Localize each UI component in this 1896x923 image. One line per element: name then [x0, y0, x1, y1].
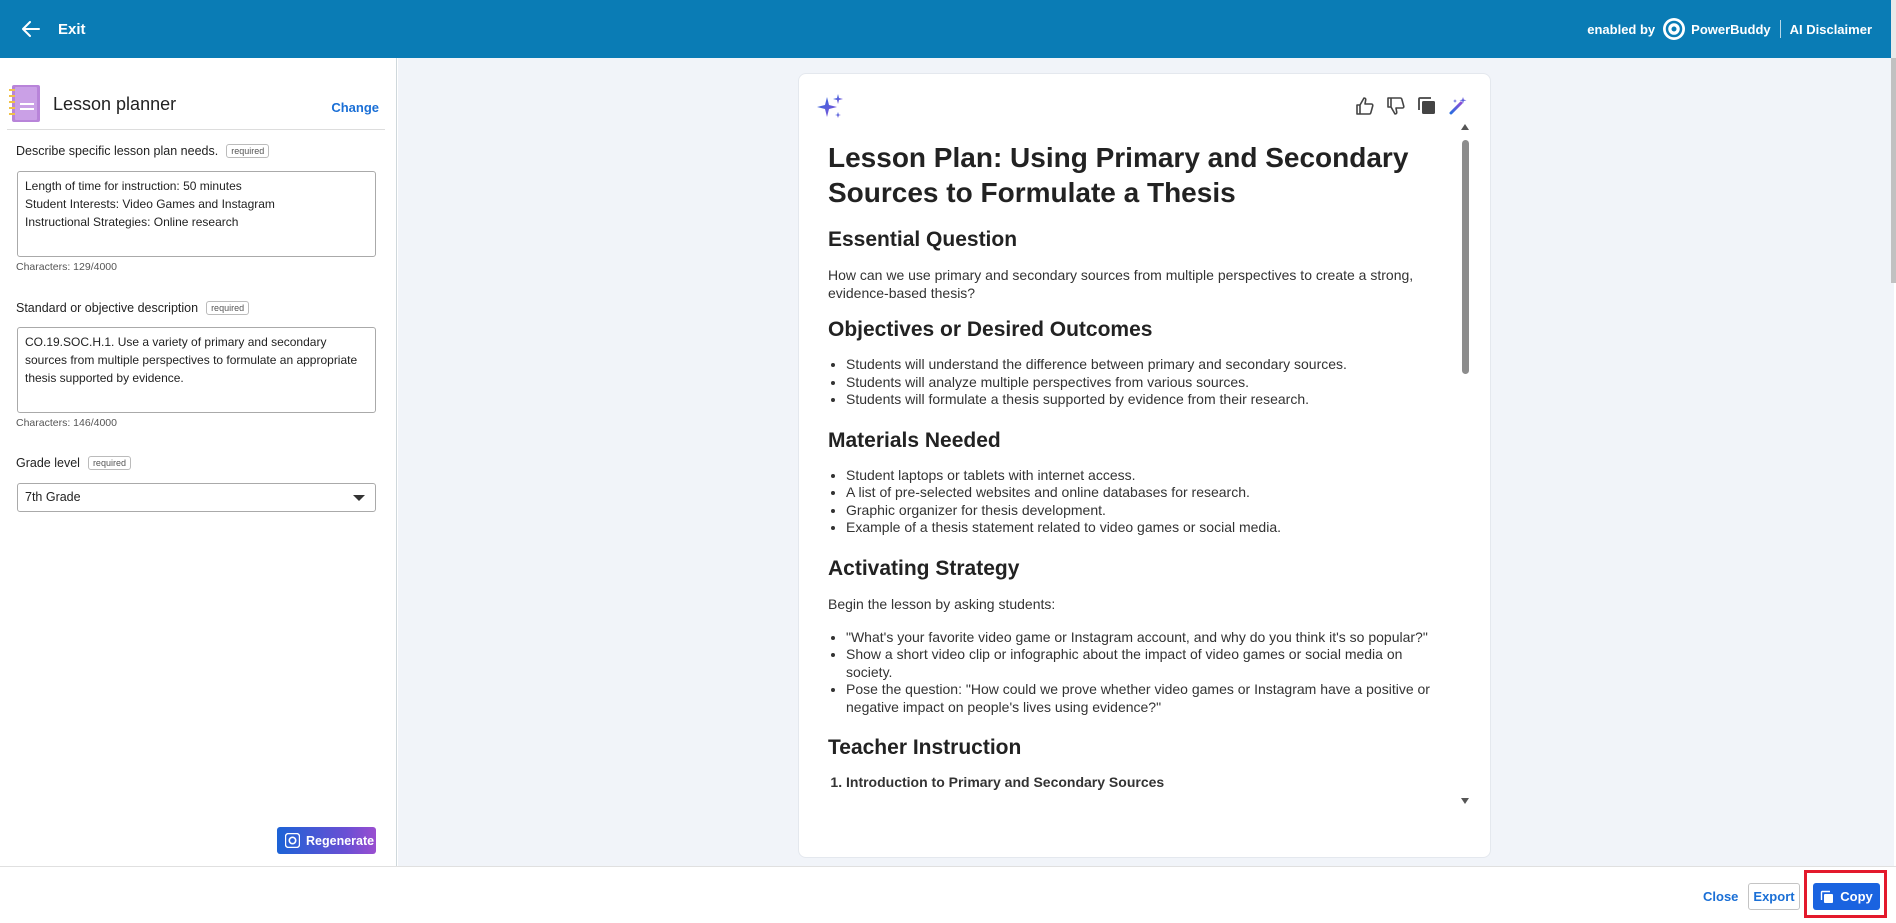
back-arrow-icon[interactable] [16, 14, 46, 44]
required-badge: required [226, 144, 269, 158]
list-item: • Students will formulate a thesis supported by evidence from their research. [846, 391, 1446, 409]
content-scrollbar[interactable] [1461, 124, 1471, 804]
activating-strategy-list [846, 629, 1446, 717]
grade-label-text: Grade level [16, 456, 80, 470]
magic-wand-icon[interactable] [1448, 96, 1468, 116]
change-tool-button[interactable]: Change [331, 100, 379, 115]
scrollbar-thumb[interactable] [1462, 140, 1469, 374]
list-item: • Example of a thesis statement related to video games or social media. [846, 519, 1446, 537]
list-item: • Student laptops or tablets with internet access. [846, 467, 1446, 485]
lesson-plan-card [798, 73, 1491, 858]
scroll-up-arrow-icon[interactable] [1461, 124, 1469, 130]
regenerate-icon [285, 833, 300, 848]
page-scrollbar-thumb[interactable] [1891, 58, 1896, 283]
close-button[interactable]: Close [1703, 889, 1739, 904]
list-item: • Show a short video clip or infographic about the impact of video games or social media on society. [846, 646, 1446, 681]
teacher-instruction-list [846, 774, 1446, 792]
ai-disclaimer-link[interactable]: AI Disclaimer [1789, 21, 1872, 37]
list-item: • Students will analyze multiple perspectives from various sources. [846, 374, 1446, 392]
needs-label [16, 144, 269, 158]
materials-heading: Materials Needed [828, 428, 1001, 452]
lesson-needs-textarea[interactable]: Length of time for instruction: 50 minutes Student Interests: Video Games and Instagram Instructional Strategies: Online research [17, 171, 376, 257]
standard-textarea[interactable]: CO.19.SOC.H.1. Use a variety of primary and secondary sources from multiple perspectives to formulate an appropriate thesis supported by evidence. [17, 327, 376, 413]
regenerate-label: Regenerate [306, 833, 375, 848]
objectives-heading: Objectives or Desired Outcomes [828, 318, 1153, 341]
list-item: • Students will understand the difference between primary and secondary sources. [846, 356, 1446, 374]
list-item: • Graphic organizer for thesis development. [846, 502, 1446, 520]
top-bar [0, 0, 1896, 58]
scrollbar-track [1891, 0, 1896, 58]
objectives-list [846, 356, 1446, 409]
ai-sparkle-icon [815, 92, 845, 122]
activating-strategy-intro: Begin the lesson by asking students: [828, 595, 1056, 612]
copy-label: Copy [1840, 889, 1873, 904]
exit-button[interactable]: Exit [58, 20, 86, 38]
copy-icon[interactable] [1417, 96, 1437, 116]
divider [7, 129, 385, 130]
tool-header [0, 58, 397, 130]
powerbuddy-brand: PowerBuddy [1691, 21, 1771, 37]
left-panel [0, 58, 397, 866]
lesson-plan-content [828, 140, 1446, 850]
grade-level-select[interactable] [17, 483, 376, 512]
copy-button-highlight [1804, 870, 1887, 918]
enabled-by-text: enabled by [1587, 21, 1656, 37]
teacher-instruction-heading: Teacher Instruction [828, 736, 1022, 759]
grade-label [16, 456, 131, 470]
materials-list [846, 467, 1446, 537]
thumbs-down-icon[interactable] [1386, 96, 1406, 116]
list-item: 1. Introduction to Primary and Secondary Sources [846, 774, 1446, 792]
standard-label [16, 301, 249, 315]
list-item: • "What's your favorite video game or Instagram account, and why do you think it's so popular?" [846, 629, 1446, 647]
divider [1780, 20, 1781, 38]
activating-strategy-heading: Activating Strategy [828, 556, 1020, 580]
grade-level-value: 7th Grade [25, 490, 81, 504]
standard-label-text: Standard or objective description [16, 301, 199, 315]
essential-question-text: How can we use primary and secondary sources from multiple perspectives to create a strong, evidence-based thesis? [828, 267, 1414, 301]
essential-question-heading: Essential Question [828, 228, 1018, 251]
required-badge: required [88, 456, 131, 470]
powerbuddy-attribution [1587, 18, 1872, 40]
list-item: • A list of pre-selected websites and online databases for research. [846, 484, 1446, 502]
footer-bar [0, 866, 1896, 923]
response-toolbar [1355, 96, 1468, 116]
list-item: • Pose the question: "How could we prove whether video games or Instagram have a positive or negative impact on people's lives using evidence?" [846, 681, 1446, 716]
lesson-title: Lesson Plan: Using Primary and Secondary Sources to Formulate a Thesis [828, 142, 1409, 208]
needs-label-text: Describe specific lesson plan needs. [16, 144, 219, 158]
required-badge: required [206, 301, 249, 315]
notebook-icon [9, 85, 40, 122]
scroll-down-arrow-icon[interactable] [1461, 798, 1469, 804]
export-button[interactable]: Export [1748, 883, 1800, 910]
powerbuddy-logo-icon [1663, 18, 1685, 40]
needs-character-count: Characters: 129/4000 [16, 261, 117, 273]
regenerate-button[interactable] [277, 827, 376, 854]
standard-character-count: Characters: 146/4000 [16, 417, 117, 429]
thumbs-up-icon[interactable] [1355, 96, 1375, 116]
chevron-down-icon [353, 495, 365, 501]
tool-title: Lesson planner [53, 94, 177, 114]
